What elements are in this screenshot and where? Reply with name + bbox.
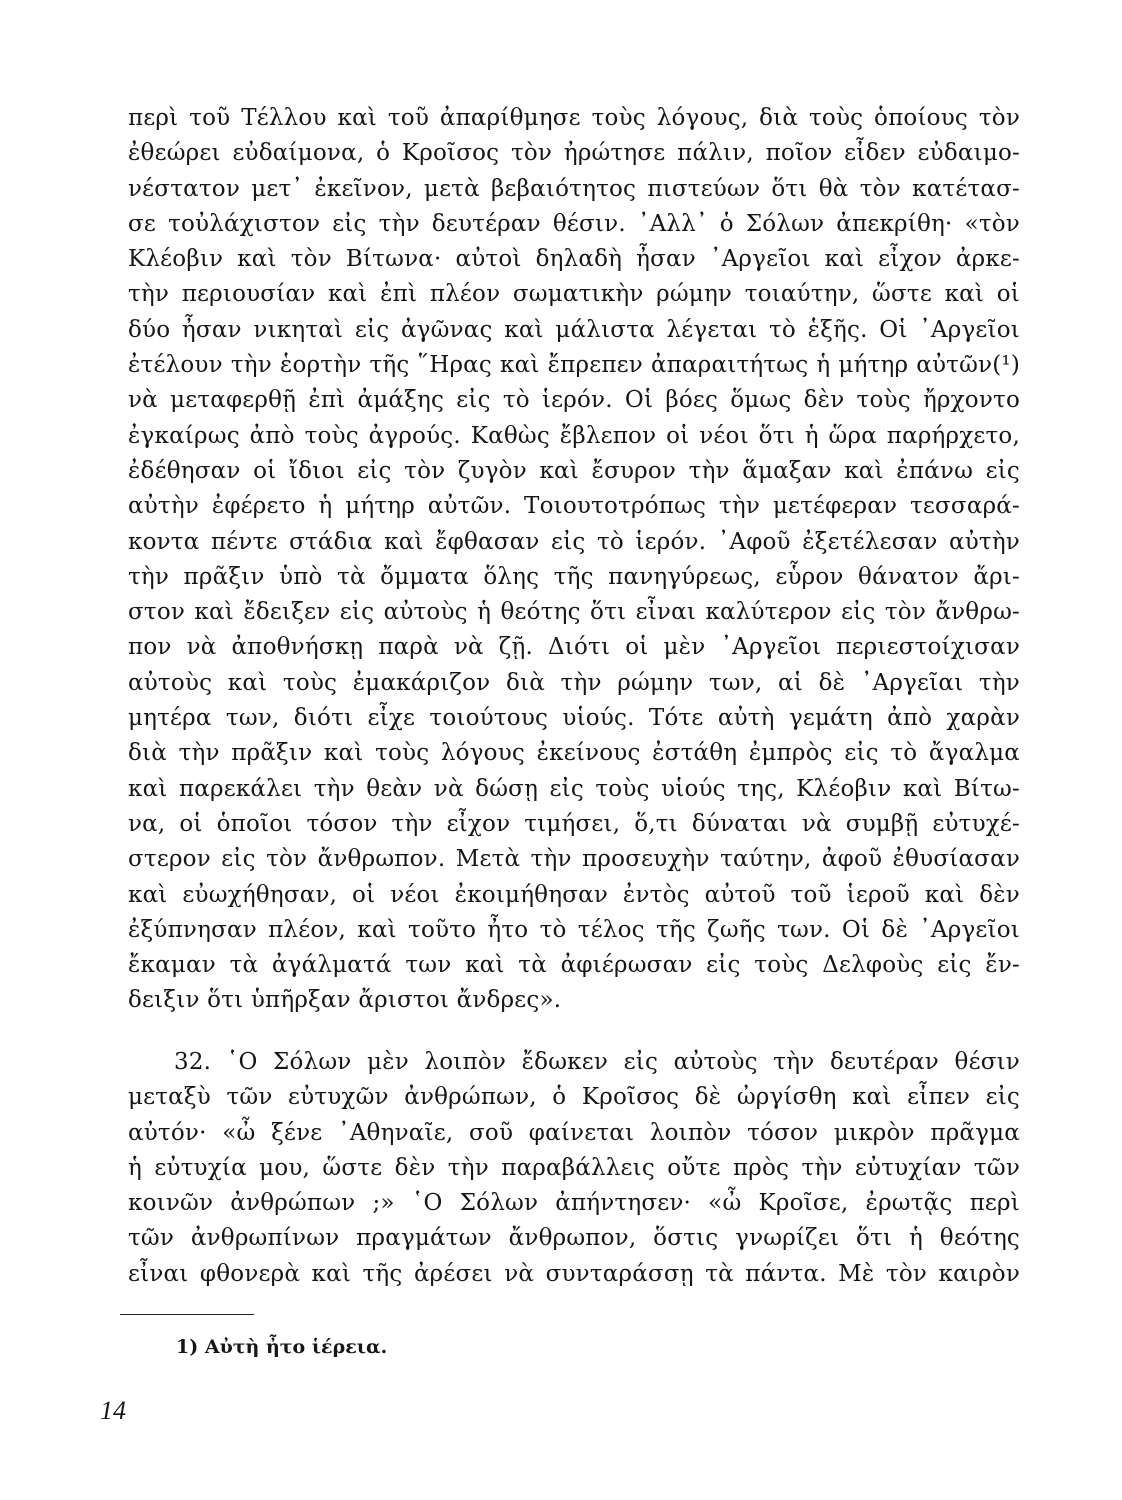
text-line: τῶν ἀνθρωπίνων πραγμάτων ἄνθρωπον, ὅστις γνωρίζει ὅτι ἡ θεότης	[128, 1225, 1020, 1252]
text-line: αὐτὴν ἐφέρετο ἡ μήτηρ αὐτῶν. Τοιουτοτρόπως τὴν μετέφεραν τεσσαρά-	[128, 493, 1020, 520]
text-line: πον νὰ ἀποθνήσκῃ παρὰ νὰ ζῇ. Διότι οἱ μὲν ᾽Αργεῖοι περιεστοίχισαν	[128, 634, 1020, 661]
text-line: ἐθεώρει εὐδαίμονα, ὁ Κροῖσος τὸν ἠρώτησε πάλιν, ποῖον εἶδεν εὐδαιμο-	[128, 140, 1020, 167]
text-line: να, οἱ ὁποῖοι τόσον τὴν εἶχον τιμήσει, ὅ,τι δύναται νὰ συμβῇ εὐτυχέ-	[128, 810, 1020, 837]
text-line: δειξιν ὅτι ὑπῆρξαν ἄριστοι ἄνδρες».	[128, 987, 562, 1014]
text-line: ἐγκαίρως ἀπὸ τοὺς ἀγρούς. Καθὼς ἔβλεπον οἱ νέοι ὅτι ἡ ὥρα παρήρχετο,	[128, 422, 1020, 449]
text-line: στερον εἰς τὸν ἄνθρωπον. Μετὰ τὴν προσευχὴν ταύτην, ἀφοῦ ἐθυσίασαν	[128, 846, 1020, 873]
footnote: 1) Αὐτὴ ἦτο ἱέρεια.	[176, 1336, 388, 1358]
text-line: 32. ῾Ο Σόλων μὲν λοιπὸν ἔδωκεν εἰς αὐτοὺς τὴν δευτέραν θέσιν	[174, 1049, 1020, 1075]
text-line: διὰ τὴν πρᾶξιν καὶ τοὺς λόγους ἐκείνους ἐστάθη ἐμπρὸς εἰς τὸ ἄγαλμα	[128, 740, 1020, 767]
text-line: μεταξὺ τῶν εὐτυχῶν ἀνθρώπων, ὁ Κροῖσος δὲ ὠργίσθη καὶ εἶπεν εἰς	[128, 1084, 1020, 1111]
paragraph-31	[128, 101, 1020, 1019]
text-line: κοινῶν ἀνθρώπων ;» ῾Ο Σόλων ἀπήντησεν· «ὦ Κροῖσε, ἐρωτᾷς περὶ	[128, 1190, 1020, 1217]
text-line: ἐδέθησαν οἱ ἴδιοι εἰς τὸν ζυγὸν καὶ ἔσυρον τὴν ἅμαξαν καὶ ἐπάνω εἰς	[128, 457, 1020, 484]
text-line: καὶ εὐωχήθησαν, οἱ νέοι ἐκοιμήθησαν ἐντὸς αὐτοῦ τοῦ ἱεροῦ καὶ δὲν	[128, 881, 1020, 908]
text-line: ἐξύπνησαν πλέον, καὶ τοῦτο ἦτο τὸ τέλος τῆς ζωῆς των. Οἱ δὲ ᾽Αργεῖοι	[128, 916, 1020, 943]
text-line: Κλέοβιν καὶ τὸν Βίτωνα· αὐτοὶ δηλαδὴ ἦσαν ᾽Αργεῖοι καὶ εἶχον ἀρκε-	[128, 246, 1020, 273]
text-line: σε τοὐλάχιστον εἰς τὴν δευτέραν θέσιν. ᾽Αλλ᾽ ὁ Σόλων ἀπεκρίθη· «τὸν	[128, 210, 1020, 237]
text-line: εἶναι φθονερὰ καὶ τῆς ἀρέσει νὰ συνταράσσῃ τὰ πάντα. Μὲ τὸν καιρὸν	[128, 1260, 1020, 1287]
text-line: περὶ τοῦ Τέλλου καὶ τοῦ ἀπαρίθμησε τοὺς λόγους, διὰ τοὺς ὁποίους τὸν	[128, 105, 1020, 131]
text-line: κοντα πέντε στάδια καὶ ἔφθασαν εἰς τὸ ἱερόν. ᾽Αφοῦ ἐξετέλεσαν αὐτὴν	[128, 528, 1020, 555]
text-line: αὐτοὺς καὶ τοὺς ἐμακάριζον διὰ τὴν ρώμην των, αἱ δὲ ᾽Αργεῖαι τὴν	[128, 669, 1020, 696]
text-line: τὴν πρᾶξιν ὑπὸ τὰ ὄμματα ὅλης τῆς πανηγύρεως, εὗρον θάνατον ἄρι-	[128, 563, 1020, 590]
text-line: δύο ἦσαν νικηταὶ εἰς ἀγῶνας καὶ μάλιστα λέγεται τὸ ἑξῆς. Οἱ ᾽Αργεῖοι	[128, 316, 1020, 343]
text-line: μητέρα των, διότι εἶχε τοιούτους υἱούς. Τότε αὐτὴ γεμάτη ἀπὸ χαρὰν	[128, 705, 1020, 732]
page-number: 14	[100, 1396, 126, 1425]
text-line: αὐτόν· «ὦ ξένε ᾽Αθηναῖε, σοῦ φαίνεται λοιπὸν τόσον μικρὸν πρᾶγμα	[128, 1119, 1020, 1146]
paragraph-32	[128, 1045, 1020, 1292]
text-line: ἐτέλουν τὴν ἑορτὴν τῆς ῞Ηρας καὶ ἔπρεπεν ἀπαραιτήτως ἡ μήτηρ αὐτῶν(¹)	[128, 352, 1020, 379]
text-line: καὶ παρεκάλει τὴν θεὰν νὰ δώσῃ εἰς τοὺς υἱούς της, Κλέοβιν καὶ Βίτω-	[128, 775, 1020, 802]
text-line: ἔκαμαν τὰ ἀγάλματά των καὶ τὰ ἀφιέρωσαν εἰς τοὺς Δελφοὺς εἰς ἔν-	[128, 952, 1020, 979]
text-line: νέστατον μετ᾽ ἐκεῖνον, μετὰ βεβαιότητος πιστεύων ὅτι θὰ τὸν κατέτασ-	[128, 175, 1020, 202]
footnote-divider	[120, 1314, 254, 1315]
text-line: νὰ μεταφερθῇ ἐπὶ ἀμάξης εἰς τὸ ἱερόν. Οἱ βόες ὅμως δὲν τοὺς ἤρχοντο	[128, 387, 1020, 414]
text-line: ἡ εὐτυχία μου, ὥστε δὲν τὴν παραβάλλεις οὔτε πρὸς τὴν εὐτυχίαν τῶν	[128, 1154, 1020, 1181]
text-line: στον καὶ ἔδειξεν εἰς αὐτοὺς ἡ θεότης ὅτι εἶναι καλύτερον εἰς τὸν ἄνθρω-	[128, 599, 1020, 626]
text-line: τὴν περιουσίαν καὶ ἐπὶ πλέον σωματικὴν ρώμην τοιαύτην, ὥστε καὶ οἱ	[128, 281, 1020, 308]
